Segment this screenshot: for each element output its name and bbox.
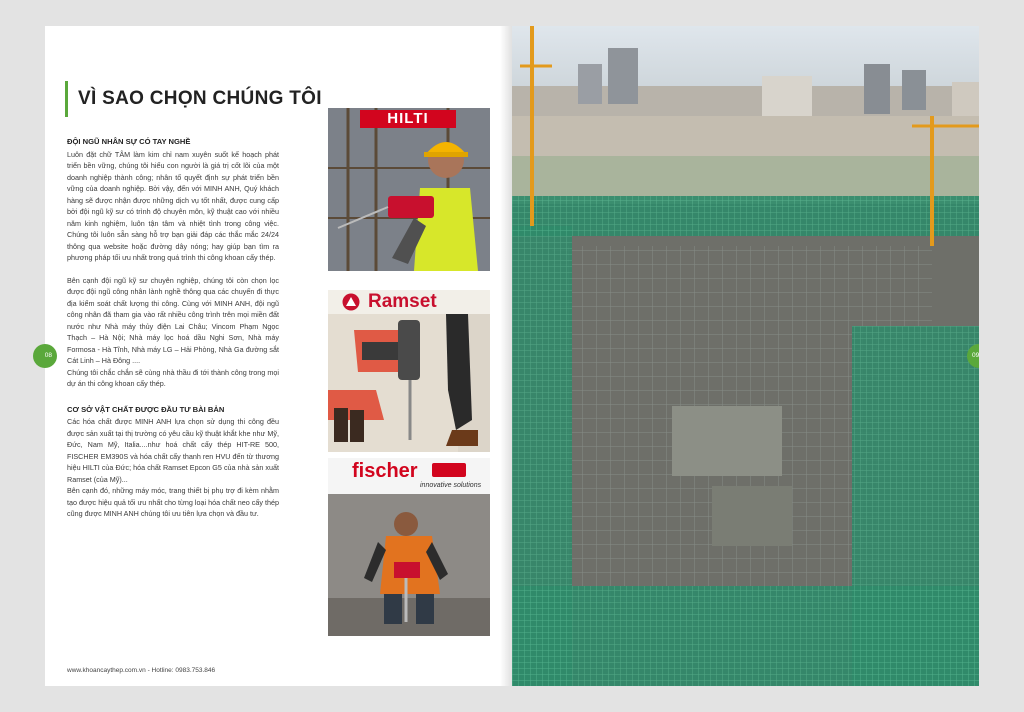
construction-site-illustration [512, 26, 979, 686]
paragraph: Bên cạnh đó, những máy móc, trang thiết bị phụ trợ đi kèm nhằm tạo được hiệu quả tối ưu nhất cho từng loại hóa chất neo cấy thép cũng được MINH ANH chúng tôi ưu tiên lựa chọn và đầu tư. [67, 486, 279, 518]
section-heading-staff: ĐỘI NGŨ NHÂN SỰ CÓ TAY NGHỀ [67, 137, 191, 146]
fischer-photo [328, 458, 490, 636]
text-column [67, 136, 279, 520]
page-number-right: 09 [967, 344, 979, 368]
paragraph: Chúng tôi chắc chắn sẽ cùng nhà thầu đi tới thành công trong mọi dự án thi công khoan cấy thép. [67, 367, 279, 388]
ramset-logo: Ramset [368, 291, 437, 312]
paragraph: Bên cạnh đội ngũ kỹ sư chuyên nghiệp, chúng tôi còn chọn lọc được đội ngũ công nhân lành nghề thông qua các chuyến đi thực địa kiểm soát chất lượng thi công. Cùng với MINH ANH, đội ngũ công nhân đã tham gia vào rất nhiều công trình trên mọi miền đất nước như Nhà máy thủy điện Lai Châu; Vincom Phạm Ngọc Thạch – Hà Nội; Nhà máy lọc hoá dầu Nghi Sơn, Nhà máy Formosa - Hà Tĩnh, Nhà máy LG – Hải Phòng, Nhà Ga đường sắt Cát Linh – Hà Đông .... [67, 275, 279, 365]
paragraph: Luôn đặt chữ TÂM làm kim chỉ nam xuyên suốt kế hoạch phát triển bền vững, chúng tôi hiểu con người là giá trị cốt lõi của một doanh nghiệp thành công; nhân tố quyết định sự phát triển bền vững của doanh nghiệp. Bởi vậy, đến với MINH ANH, Quý khách hàng sẽ được nhận được những dịch vụ tốt nhất, được cung cấp bởi đội ngũ kỹ sư có trình độ chuyên môn, kỹ thuật cao với nhiều năm kinh nghiệm, luôn tận tâm và nhiệt tình trong công việc. Chúng tôi luôn sẵn sàng hỗ trợ bạn giải đáp các thắc mắc 24/24 thông qua website hoặc đường dây nóng; hay giúp bạn tìm ra phương pháp tối ưu nhất trong quá trình thi công khoan cấy thép. [67, 149, 279, 262]
page-title: VÌ SAO CHỌN CHÚNG TÔI [78, 88, 322, 109]
fischer-badge [432, 463, 466, 477]
ramset-logo-bar [328, 290, 490, 314]
right-page-photo [512, 26, 979, 686]
left-page [45, 26, 512, 686]
ramset-photo [328, 290, 490, 452]
paragraph: Các hóa chất được MINH ANH lựa chọn sử dụng thi công đều được sản xuất tại thị trường có yêu cầu kỹ thuật khắt khe như Mỹ, Đức, Nam Mỹ, Italia....như hoá chất cấy thép HIT-RE 500, FISCHER EM390S và hóa chất cấy thanh ren HVU đến từ thương hiệu HILTI của Đức; hóa chất Ramset Epcon G5 của nhà sản xuất Ramset (của Mỹ)... [67, 417, 279, 484]
footer-contact: www.khoancaythep.com.vn - Hotline: 0983.753.846 [67, 667, 216, 674]
book-spine-shadow [500, 26, 512, 686]
ramset-badge-icon [342, 293, 360, 311]
fischer-tagline: innovative solutions [420, 482, 482, 489]
page-number-left: 08 [33, 344, 57, 368]
hilti-worker-illustration [328, 108, 490, 271]
section-heading-facilities: CƠ SỞ VẬT CHẤT ĐƯỢC ĐẦU TƯ BÀI BẢN [67, 404, 225, 414]
hilti-photo [328, 108, 490, 271]
fischer-logo: fischer [352, 460, 418, 482]
ramset-drill-illustration [328, 290, 490, 452]
title-bar [65, 81, 322, 117]
hilti-logo: HILTI [360, 110, 456, 128]
